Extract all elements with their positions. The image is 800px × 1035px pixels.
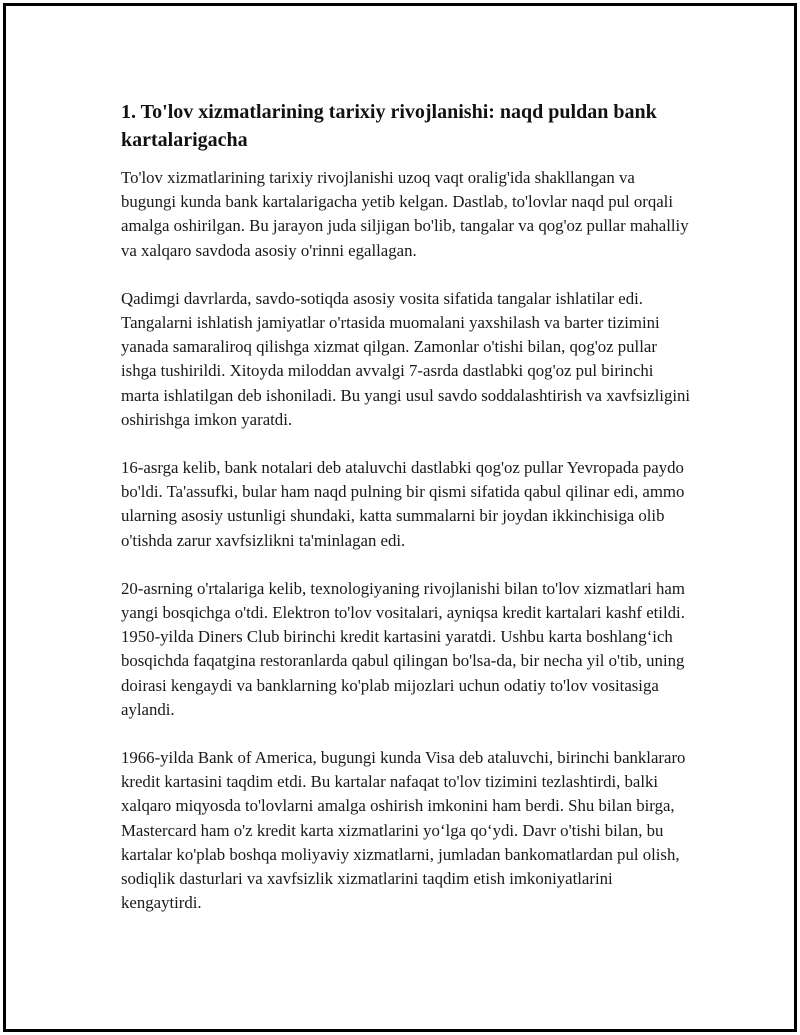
paragraph-ancient-coins: Qadimgi davrlarda, savdo-sotiqda asosiy vosita sifatida tangalar ishlatilar edi. Tangalarni ishlatish jamiyatlar o'rtasida muomalani yaxshilash va barter tizimini yanada samaraliroq qilishga xizmat qilgan. Zamonlar o'tishi bilan, qog'oz pullar ishga tushirildi. Xitoyda miloddan avvalgi 7-asrda dastlabki qog'oz pul birinchi marta ishlatilgan deb ishoniladi. Bu yangi usul savdo soddalashtirish va xavfsizligini oshirishga imkon yaratdi. bbox=[121, 288, 691, 429]
paragraph-visa-mastercard: 1966-yilda Bank of America, bugungi kunda Visa deb ataluvchi, birinchi banklararo kredit kartasini taqdim etdi. Bu kartalar nafaqat to'lov tizimini tezlashtirdi, balki xalqaro miqyosda to'lovlarni amalga oshirish imkonini ham berdi. Shu bilan birga, Mastercard ham o'z kredit karta xizmatlarini yo‘lga qo‘ydi. Davr o'tishi bilan, bu kartalar ko'plab boshqa moliyaviy xizmatlarni, jumladan bankomatlardan pul olish, sodiqlik dasturlari va xavfsizlik xizmatlarini taqdim etish imkoniyatlarini kengaytirdi. bbox=[121, 748, 686, 913]
document-body bbox=[121, 98, 691, 939]
paragraph-intro: To'lov xizmatlarining tarixiy rivojlanishi uzoq vaqt oralig'ida shakllangan va bugungi kunda bank kartalarigacha yetib kelgan. Dastlab, to'lovlar naqd pul orqali amalga oshirilgan. Bu jarayon juda siljigan bo'lib, tangalar va qog'oz pullar mahalliy va xalqaro savdoda asosiy o'rinni egallagan. bbox=[121, 168, 689, 260]
section-title: 1. To'lov xizmatlarining tarixiy rivojlanishi: naqd puldan bank kartalarigacha bbox=[121, 101, 657, 151]
page-frame bbox=[3, 3, 797, 1032]
paragraph-banknotes: 16-asrga kelib, bank notalari deb ataluvchi dastlabki qog'oz pullar Yevropada paydo bo'ldi. Ta'assufki, bular ham naqd pulning bir qismi sifatida qabul qilinar edi, ammo ularning asosiy ustunligi shundaki, katta summalarni bir joydan ikkinchisiga olib o'tishda zarur xavfsizlikni ta'minlagan edi. bbox=[121, 458, 685, 550]
paragraph-credit-cards: 20-asrning o'rtalariga kelib, texnologiyaning rivojlanishi bilan to'lov xizmatlari ham yangi bosqichga o'tdi. Elektron to'lov vositalari, ayniqsa kredit kartalari kashf etildi. 1950-yilda Diners Club birinchi kredit kartasini yaratdi. Ushbu karta boshlang‘ich bosqichda faqatgina restoranlarda qabul qilingan bo'lsa-da, bir necha yil o'tib, uning doirasi kengaydi va banklarning ko'plab mijozlari uchun odatiy to'lov vositasiga aylandi. bbox=[121, 578, 685, 719]
